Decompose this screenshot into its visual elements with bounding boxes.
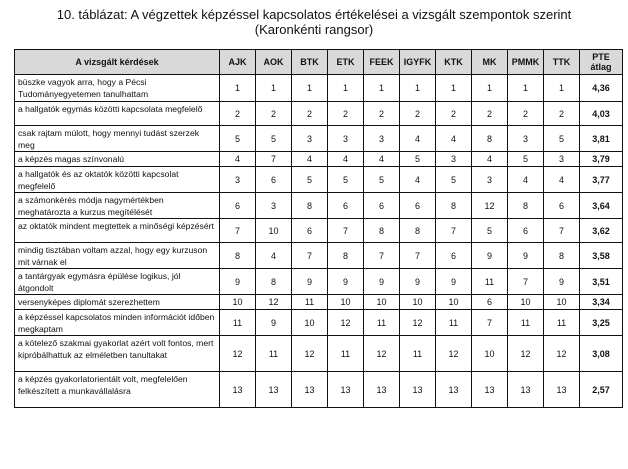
average-cell: 3,34	[580, 295, 623, 310]
average-cell: 4,36	[580, 75, 623, 102]
rank-cell: 5	[328, 167, 364, 193]
rank-cell: 1	[220, 75, 256, 102]
rank-cell: 3	[544, 152, 580, 167]
question-cell: a számonkérés módja nagymértékben meghatározta a kurzus megítélését	[15, 193, 220, 219]
rank-cell: 11	[508, 310, 544, 336]
question-cell: a hallgatók és az oktatók közötti kapcsolat megfelelő	[15, 167, 220, 193]
average-cell: 3,77	[580, 167, 623, 193]
table-body	[15, 75, 623, 408]
rank-cell: 7	[292, 243, 328, 269]
rank-cell: 9	[544, 269, 580, 295]
rank-cell: 3	[220, 167, 256, 193]
rank-cell: 2	[220, 102, 256, 126]
average-cell: 3,62	[580, 219, 623, 243]
rank-cell: 9	[256, 310, 292, 336]
rank-cell: 2	[472, 102, 508, 126]
table-row	[15, 336, 623, 372]
rank-cell: 11	[292, 295, 328, 310]
table-row	[15, 295, 623, 310]
rank-cell: 12	[472, 193, 508, 219]
rank-cell: 1	[436, 75, 472, 102]
rank-cell: 8	[292, 193, 328, 219]
table-row	[15, 75, 623, 102]
rank-cell: 11	[256, 336, 292, 372]
average-cell: 3,81	[580, 126, 623, 152]
rank-cell: 2	[364, 102, 400, 126]
rank-cell: 4	[220, 152, 256, 167]
rank-cell: 13	[400, 372, 436, 408]
rank-cell: 4	[256, 243, 292, 269]
rank-cell: 7	[220, 219, 256, 243]
question-cell: mindig tisztában voltam azzal, hogy egy kurzuson mit várnak el	[15, 243, 220, 269]
average-cell: 3,58	[580, 243, 623, 269]
rank-cell: 6	[508, 219, 544, 243]
rank-cell: 13	[508, 372, 544, 408]
rank-cell: 4	[544, 167, 580, 193]
rank-cell: 10	[436, 295, 472, 310]
rank-cell: 3	[364, 126, 400, 152]
rank-cell: 13	[256, 372, 292, 408]
rank-cell: 8	[220, 243, 256, 269]
header-mk: MK	[472, 50, 508, 75]
rank-cell: 8	[400, 219, 436, 243]
average-cell: 4,03	[580, 102, 623, 126]
rank-cell: 3	[292, 126, 328, 152]
header-etk: ETK	[328, 50, 364, 75]
rank-cell: 6	[328, 193, 364, 219]
caption-title: 10. táblázat: A végzettek képzéssel kapcsolatos értékelései a vizsgált szempontok szerint	[56, 7, 572, 22]
rank-cell: 2	[544, 102, 580, 126]
table-row	[15, 269, 623, 295]
rank-cell: 10	[256, 219, 292, 243]
question-cell: a kötelező szakmai gyakorlat azért volt fontos, mert kipróbálhattuk az elméletben tanultakat	[15, 336, 220, 372]
ranking-table	[14, 49, 623, 408]
rank-cell: 11	[544, 310, 580, 336]
rank-cell: 5	[544, 126, 580, 152]
rank-cell: 9	[292, 269, 328, 295]
rank-cell: 7	[508, 269, 544, 295]
question-cell: büszke vagyok arra, hogy a Pécsi Tudományegyetemen tanulhattam	[15, 75, 220, 102]
rank-cell: 2	[436, 102, 472, 126]
rank-cell: 2	[508, 102, 544, 126]
rank-cell: 11	[328, 336, 364, 372]
rank-cell: 7	[256, 152, 292, 167]
rank-cell: 4	[400, 126, 436, 152]
rank-cell: 6	[472, 295, 508, 310]
table-row	[15, 310, 623, 336]
rank-cell: 3	[436, 152, 472, 167]
average-cell: 3,25	[580, 310, 623, 336]
header-question: A vizsgált kérdések	[15, 50, 220, 75]
rank-cell: 5	[220, 126, 256, 152]
rank-cell: 10	[400, 295, 436, 310]
rank-cell: 9	[364, 269, 400, 295]
rank-cell: 4	[508, 167, 544, 193]
rank-cell: 6	[400, 193, 436, 219]
rank-cell: 4	[292, 152, 328, 167]
rank-cell: 1	[256, 75, 292, 102]
rank-cell: 12	[220, 336, 256, 372]
table-caption	[0, 0, 628, 37]
question-cell: a képzés gyakorlatorientált volt, megfelelően felkészített a munkavállalásra	[15, 372, 220, 408]
table-row	[15, 152, 623, 167]
rank-cell: 1	[364, 75, 400, 102]
rank-cell: 10	[220, 295, 256, 310]
rank-cell: 6	[220, 193, 256, 219]
rank-cell: 11	[220, 310, 256, 336]
table-header	[15, 50, 623, 75]
average-cell: 3,08	[580, 336, 623, 372]
rank-cell: 8	[472, 126, 508, 152]
header-pte-atlag: PTE átlag	[580, 50, 623, 75]
rank-cell: 8	[256, 269, 292, 295]
header-pmmk: PMMK	[508, 50, 544, 75]
rank-cell: 6	[544, 193, 580, 219]
rank-cell: 12	[400, 310, 436, 336]
rank-cell: 4	[436, 126, 472, 152]
rank-cell: 12	[364, 336, 400, 372]
rank-cell: 2	[292, 102, 328, 126]
rank-cell: 10	[292, 310, 328, 336]
rank-cell: 9	[220, 269, 256, 295]
rank-cell: 3	[328, 126, 364, 152]
header-btk: BTK	[292, 50, 328, 75]
header-aok: AOK	[256, 50, 292, 75]
rank-cell: 8	[364, 219, 400, 243]
rank-cell: 5	[256, 126, 292, 152]
rank-cell: 13	[220, 372, 256, 408]
rank-cell: 12	[436, 336, 472, 372]
rank-cell: 7	[364, 243, 400, 269]
rank-cell: 5	[292, 167, 328, 193]
rank-cell: 5	[508, 152, 544, 167]
rank-cell: 7	[472, 310, 508, 336]
header-ktk: KTK	[436, 50, 472, 75]
rank-cell: 10	[472, 336, 508, 372]
rank-cell: 4	[328, 152, 364, 167]
header-igyfk: IGYFK	[400, 50, 436, 75]
rank-cell: 7	[544, 219, 580, 243]
table-row	[15, 167, 623, 193]
rank-cell: 1	[328, 75, 364, 102]
rank-cell: 10	[544, 295, 580, 310]
table-row	[15, 243, 623, 269]
header-ajk: AJK	[220, 50, 256, 75]
header-feek: FEEK	[364, 50, 400, 75]
question-cell: az oktatók mindent megtettek a minőségi képzésért	[15, 219, 220, 243]
rank-cell: 2	[400, 102, 436, 126]
rank-cell: 11	[364, 310, 400, 336]
rank-cell: 6	[364, 193, 400, 219]
question-cell: csak rajtam múlott, hogy mennyi tudást szerzek meg	[15, 126, 220, 152]
rank-cell: 6	[256, 167, 292, 193]
rank-cell: 13	[292, 372, 328, 408]
rank-cell: 12	[256, 295, 292, 310]
average-cell: 3,51	[580, 269, 623, 295]
rank-cell: 7	[328, 219, 364, 243]
average-cell: 3,64	[580, 193, 623, 219]
rank-cell: 9	[436, 269, 472, 295]
rank-cell: 2	[328, 102, 364, 126]
rank-cell: 8	[436, 193, 472, 219]
rank-cell: 1	[400, 75, 436, 102]
rank-cell: 12	[508, 336, 544, 372]
table-row	[15, 219, 623, 243]
rank-cell: 1	[292, 75, 328, 102]
table-row	[15, 193, 623, 219]
rank-cell: 8	[328, 243, 364, 269]
rank-cell: 4	[364, 152, 400, 167]
rank-cell: 11	[400, 336, 436, 372]
rank-cell: 8	[544, 243, 580, 269]
rank-cell: 1	[508, 75, 544, 102]
table-row	[15, 102, 623, 126]
rank-cell: 13	[436, 372, 472, 408]
average-cell: 2,57	[580, 372, 623, 408]
question-cell: a hallgatók egymás közötti kapcsolata megfelelő	[15, 102, 220, 126]
rank-cell: 11	[472, 269, 508, 295]
rank-cell: 8	[508, 193, 544, 219]
rank-cell: 5	[436, 167, 472, 193]
caption-subtitle: (Karonkénti rangsor)	[254, 22, 374, 37]
rank-cell: 7	[436, 219, 472, 243]
rank-cell: 6	[292, 219, 328, 243]
rank-cell: 9	[472, 243, 508, 269]
rank-cell: 3	[472, 167, 508, 193]
rank-cell: 13	[544, 372, 580, 408]
question-cell: versenyképes diplomát szerezhettem	[15, 295, 220, 310]
rank-cell: 5	[364, 167, 400, 193]
table-row	[15, 126, 623, 152]
rank-cell: 10	[364, 295, 400, 310]
rank-cell: 6	[436, 243, 472, 269]
rank-cell: 5	[400, 152, 436, 167]
rank-cell: 3	[256, 193, 292, 219]
rank-cell: 1	[544, 75, 580, 102]
rank-cell: 5	[472, 219, 508, 243]
rank-cell: 10	[328, 295, 364, 310]
question-cell: a képzéssel kapcsolatos minden információt időben megkaptam	[15, 310, 220, 336]
rank-cell: 9	[400, 269, 436, 295]
rank-cell: 13	[364, 372, 400, 408]
question-cell: a képzés magas színvonalú	[15, 152, 220, 167]
header-row	[15, 50, 623, 75]
rank-cell: 3	[508, 126, 544, 152]
table-row	[15, 372, 623, 408]
rank-cell: 13	[472, 372, 508, 408]
rank-cell: 9	[508, 243, 544, 269]
rank-cell: 12	[544, 336, 580, 372]
header-ttk: TTK	[544, 50, 580, 75]
rank-cell: 9	[328, 269, 364, 295]
rank-cell: 7	[400, 243, 436, 269]
rank-cell: 4	[400, 167, 436, 193]
rank-cell: 13	[328, 372, 364, 408]
rank-cell: 10	[508, 295, 544, 310]
rank-cell: 4	[472, 152, 508, 167]
rank-cell: 1	[472, 75, 508, 102]
rank-cell: 2	[256, 102, 292, 126]
rank-cell: 11	[436, 310, 472, 336]
rank-cell: 12	[328, 310, 364, 336]
rank-cell: 12	[292, 336, 328, 372]
average-cell: 3,79	[580, 152, 623, 167]
question-cell: a tantárgyak egymásra épülése logikus, jól átgondolt	[15, 269, 220, 295]
